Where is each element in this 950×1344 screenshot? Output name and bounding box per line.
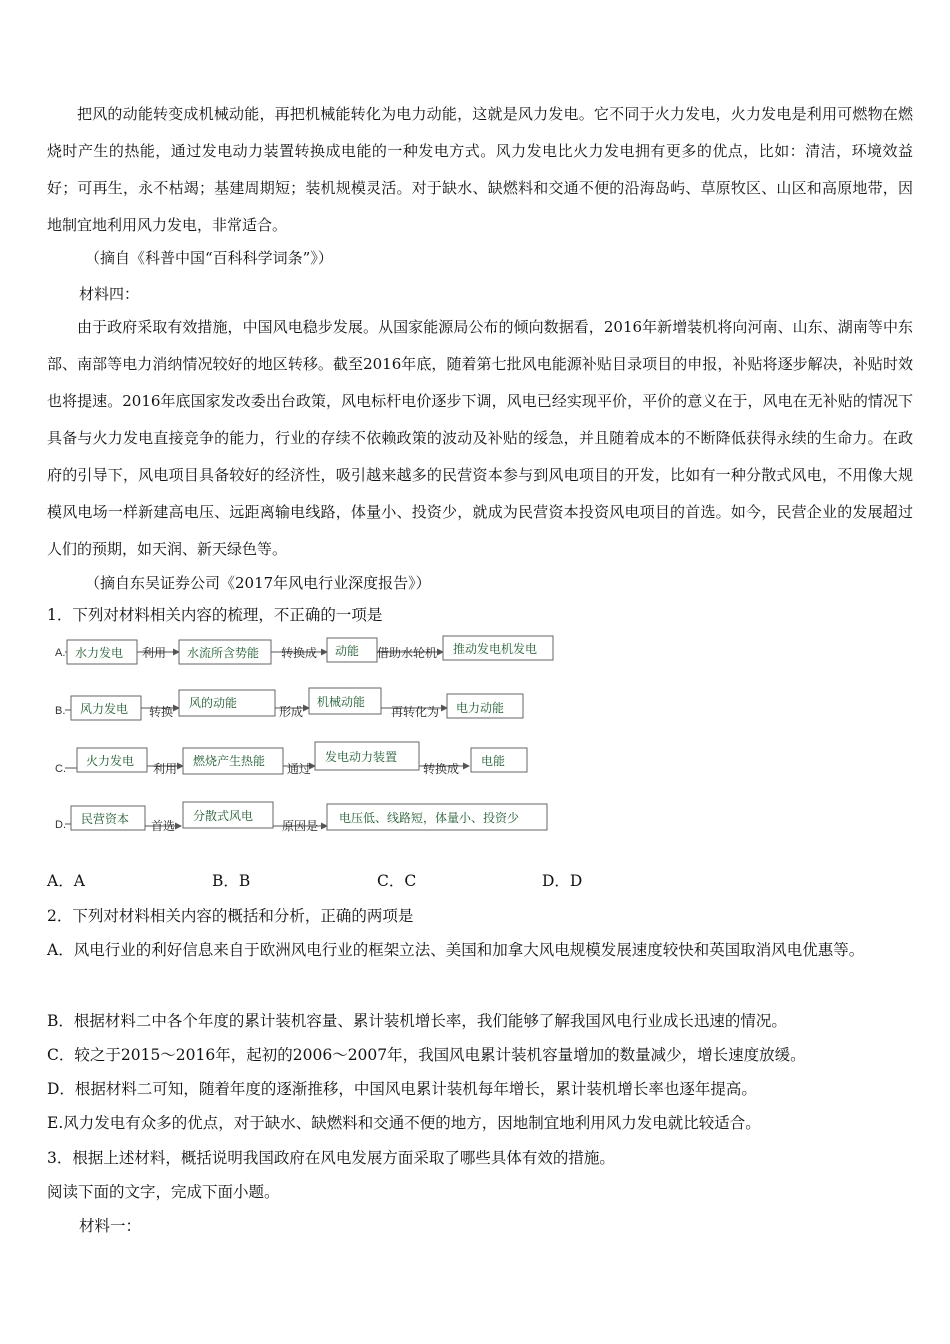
question-2-option-a[interactable]: A．风电行业的利好信息来自于欧洲风电行业的框架立法、美国和加拿大风电规模发展速度较快和英国取消风电优惠等。 [47, 941, 865, 959]
row-b-box-2: 风的动能 [189, 696, 238, 710]
row-d-label-1: 首选 [151, 819, 176, 833]
row-d-box-1: 民营资本 [81, 812, 130, 826]
row-c-box-1: 火力发电 [86, 754, 135, 768]
row-label-d: D. [55, 819, 66, 831]
option-c[interactable]: C．C [377, 872, 417, 890]
row-c-label-1: 利用 [153, 762, 178, 776]
citation-1: （摘自《科普中国“百科科学词条”》） [85, 249, 333, 267]
row-d-label-2: 原因是 [282, 819, 319, 833]
row-d-box-3: 电压低、线路短，体量小、投资少 [339, 811, 520, 825]
row-label-a: A. [55, 647, 66, 659]
passage-paragraph-1: 把风的动能转变成机械动能，再把机械能转化为电力动能，这就是风力发电。它不同于火力发电，火力发电是利用可燃物在燃烧时产生的热能，通过发电动力装置转换成电能的一种发电方式。风力发电比火力发电拥有更多的优点，比如：清洁，环境效益好；可再生，永不枯竭；基建周期短；装机规模灵活。对于缺水、缺燃料和交通不便的沿海岛屿、草原牧区、山区和高原地带，因地制宜地利用风力发电，非常适合。 [47, 105, 913, 234]
passage-paragraph-2: 由于政府采取有效措施，中国风电稳步发展。从国家能源局公布的倾向数据看，2016年新增装机将向河南、山东、湖南等中东部、南部等电力消纳情况较好的地区转移。截至2016年底，随着第七批风电能源补贴目录项目的申报，补贴将逐步解决，补贴时效也将提速。2016年底国家发改委出台政策，风电标杆电价逐步下调，风电已经实现平价，平价的意义在于，风电在无补贴的情况下具备与火力发电直接竞争的能力，行业的存续不依赖政策的波动及补贴的绥急，并且随着成本的不断降低获得永续的生命力。在政府的引导下，风电项目具备较好的经济性，吸引越来越多的民营资本参与到风电项目的开发，比如有一种分散式风电，不用像大规模风电场一样新建高电压、远距离输电线路，体量小、投资少，就成为民营资本投资风电项目的首选。如今，民营企业的发展超过人们的预期，如天润、新天绿色等。 [47, 318, 913, 558]
row-a-box-3: 动能 [335, 644, 360, 658]
row-a-label-3: 借助水轮机 [377, 646, 438, 660]
question-2-stem: 2．下列对材料相关内容的概括和分析，正确的两项是 [47, 907, 414, 925]
row-b-label-2: 形成 [279, 705, 304, 719]
row-c-box-4: 电能 [481, 754, 506, 768]
row-c-label-2: 通过 [287, 762, 312, 776]
row-c-box-2: 燃烧产生热能 [193, 754, 266, 768]
row-a-box-1: 水力发电 [75, 646, 124, 660]
citation-2: （摘自东吴证券公司《2017年风电行业深度报告》） [85, 574, 431, 592]
question-2-option-e[interactable]: E.风力发电有众多的优点，对于缺水、缺燃料和交通不便的地方，因地制宜地利用风力发电就比较适合。 [47, 1114, 761, 1132]
question-2-option-b[interactable]: B．根据材料二中各个年度的累计装机容量、累计装机增长率，我们能够了解我国风电行业成长迅速的情况。 [47, 1012, 787, 1030]
row-b-label-3: 再转化为 [391, 705, 440, 719]
row-c-label-3: 转换成 [423, 762, 460, 776]
question-2-option-c[interactable]: C．较之于2015～2016年，起初的2006～2007年，我国风电累计装机容量增加的数量减少，增长速度放缓。 [47, 1046, 806, 1064]
material-4-title: 材料四： [79, 285, 140, 303]
row-a-label-2: 转换成 [281, 646, 318, 660]
question-2-option-d[interactable]: D．根据材料二可知，随着年度的逐渐推移，中国风电累计装机每年增长，累计装机增长率也逐年提高。 [47, 1080, 757, 1098]
option-d[interactable]: D．D [542, 872, 583, 890]
row-label-b: B. [55, 705, 66, 717]
row-c-box-3: 发电动力装置 [325, 750, 398, 764]
row-a-label-1: 利用 [142, 646, 167, 660]
row-b-box-3: 机械动能 [317, 695, 366, 709]
row-b-label-1: 转换 [149, 705, 174, 719]
option-b[interactable]: B．B [212, 872, 251, 890]
option-a[interactable]: A．A [47, 872, 85, 890]
row-a-box-2: 水流所含势能 [187, 646, 260, 660]
material-1-title: 材料一： [79, 1217, 142, 1235]
row-b-box-4: 电力动能 [456, 701, 505, 715]
row-a-box-4: 推动发电机发电 [453, 642, 538, 656]
row-label-c: C. [55, 763, 66, 775]
flow-diagram [51, 630, 556, 842]
question-3-stem: 3．根据上述材料，概括说明我国政府在风电发展方面采取了哪些具体有效的措施。 [47, 1149, 615, 1167]
reading-instruction: 阅读下面的文字，完成下面小题。 [47, 1183, 280, 1201]
row-b-box-1: 风力发电 [80, 702, 129, 716]
question-1-stem: 1．下列对材料相关内容的梳理，不正确的一项是 [47, 606, 383, 624]
row-d-box-2: 分散式风电 [193, 809, 254, 823]
question-1-options [47, 866, 747, 896]
